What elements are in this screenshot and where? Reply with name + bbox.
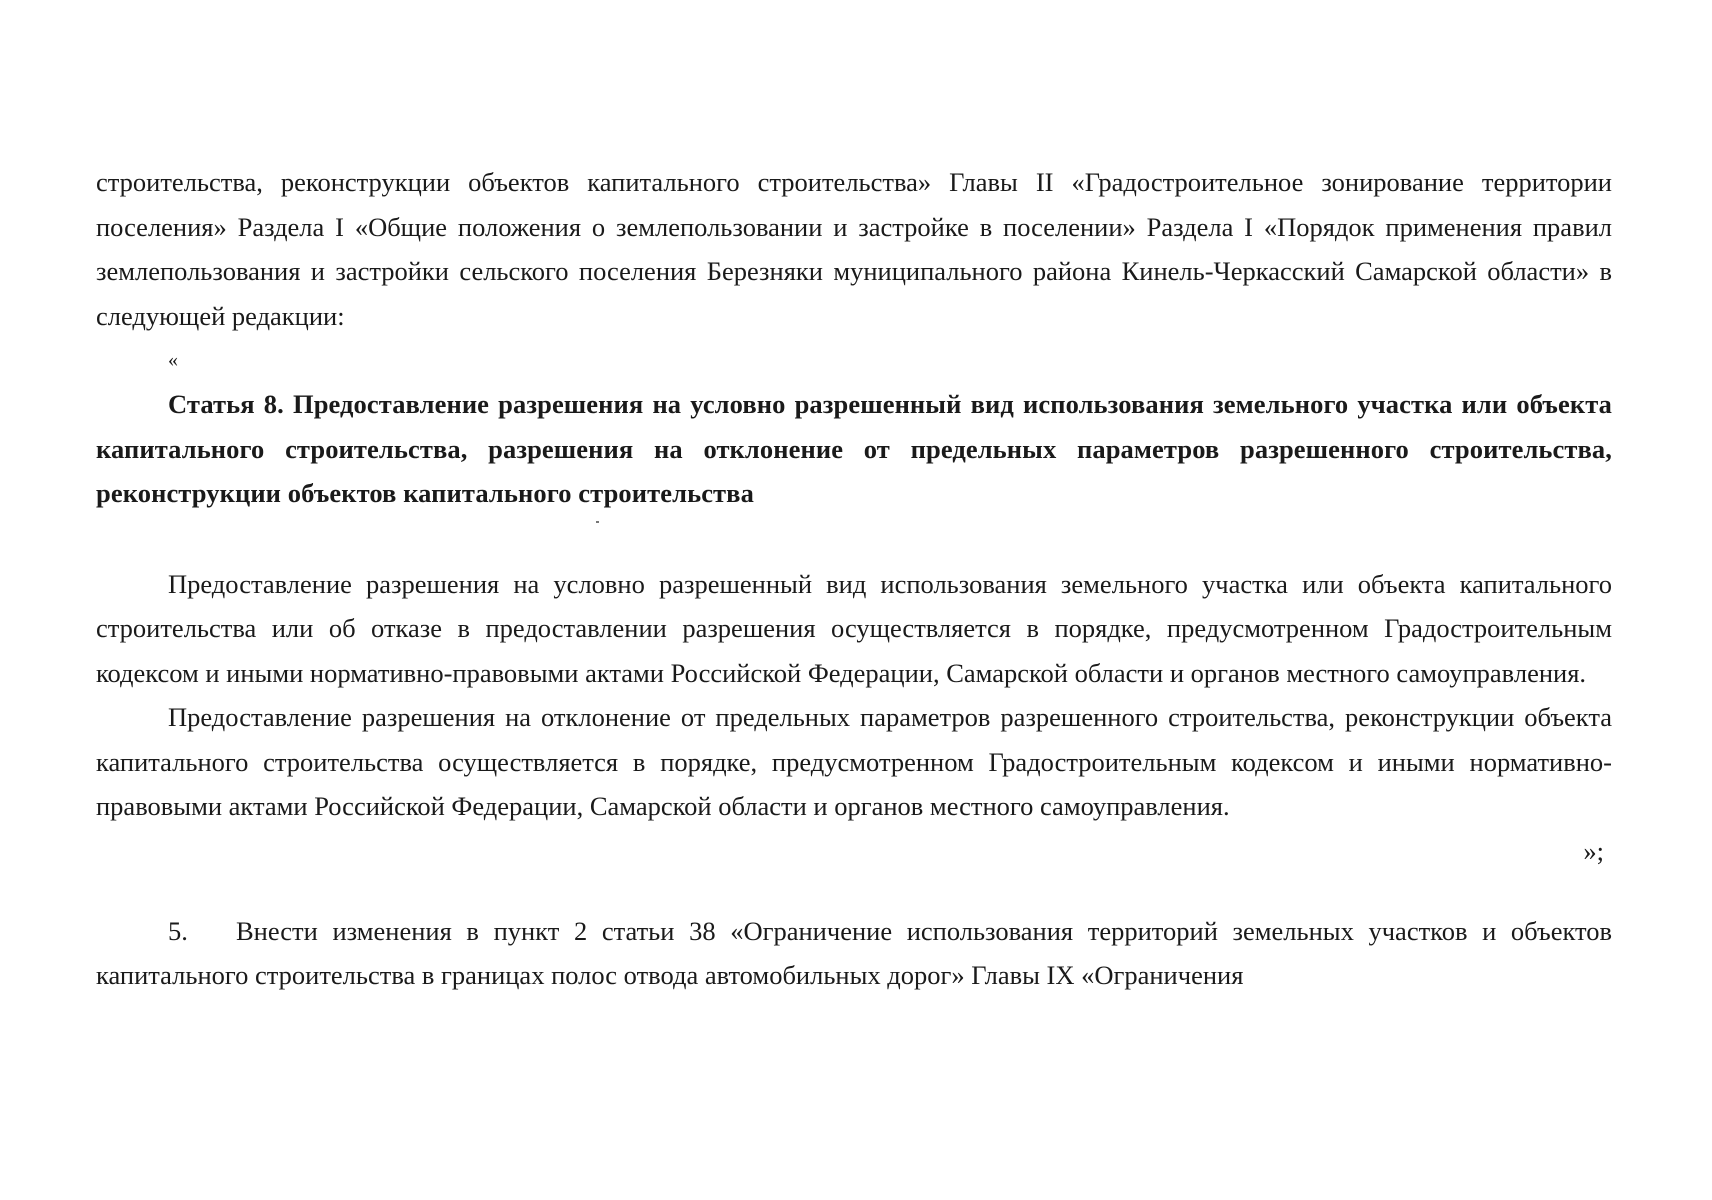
spacer bbox=[96, 516, 1612, 562]
body-paragraph-2: Предоставление разрешения на отклонение от предельных параметров разрешенного строительства, реконструкции объекта капитального строительства осуществляется в порядке, предусмотренном Градостроительным кодексом и иными нормативно-правовыми актами Российской Федерации, Самарской области и органов местного самоуправления. bbox=[96, 702, 1612, 821]
intro-paragraph: строительства, реконструкции объектов капитального строительства» Главы II «Градостроительное зонирование территории поселения» Раздела I «Общие положения о землепользовании и застройке в поселении» Раздела I «Порядок применения правил землепользования и застройки сельского поселения Березняки муниципального района Кинель-Черкасский Самарской области» в следующей редакции: bbox=[96, 167, 1612, 331]
scan-speck bbox=[596, 521, 599, 523]
list-item-5 bbox=[96, 909, 1612, 998]
closing-quote-mark: »; bbox=[1583, 835, 1604, 866]
document-page bbox=[96, 160, 1612, 998]
spacer bbox=[96, 873, 1612, 909]
article-heading: Статья 8. Предоставление разрешения на условно разрешенный вид использования земельного участка или объекта капитального строительства, разрешения на отклонение от предельных параметров разрешенного строительства, реконструкции объектов капитального строительства bbox=[96, 389, 1612, 508]
list-item-text: Внести изменения в пункт 2 статьи 38 «Ограничение использования территорий земельных участков и объектов капитального строительства в границах полос отвода автомобильных дорог» Главы IX «Ограничения bbox=[96, 915, 1612, 990]
opening-quote-mark: « bbox=[168, 349, 178, 371]
list-item-number: 5. bbox=[168, 915, 188, 946]
body-paragraph-1: Предоставление разрешения на условно разрешенный вид использования земельного участка или объекта капитального строительства или об отказе в предоставлении разрешения осуществляется в порядке, предусмотренном Градостроительным кодексом и иными нормативно-правовыми актами Российской Федерации, Самарской области и органов местного самоуправления. bbox=[96, 568, 1612, 688]
